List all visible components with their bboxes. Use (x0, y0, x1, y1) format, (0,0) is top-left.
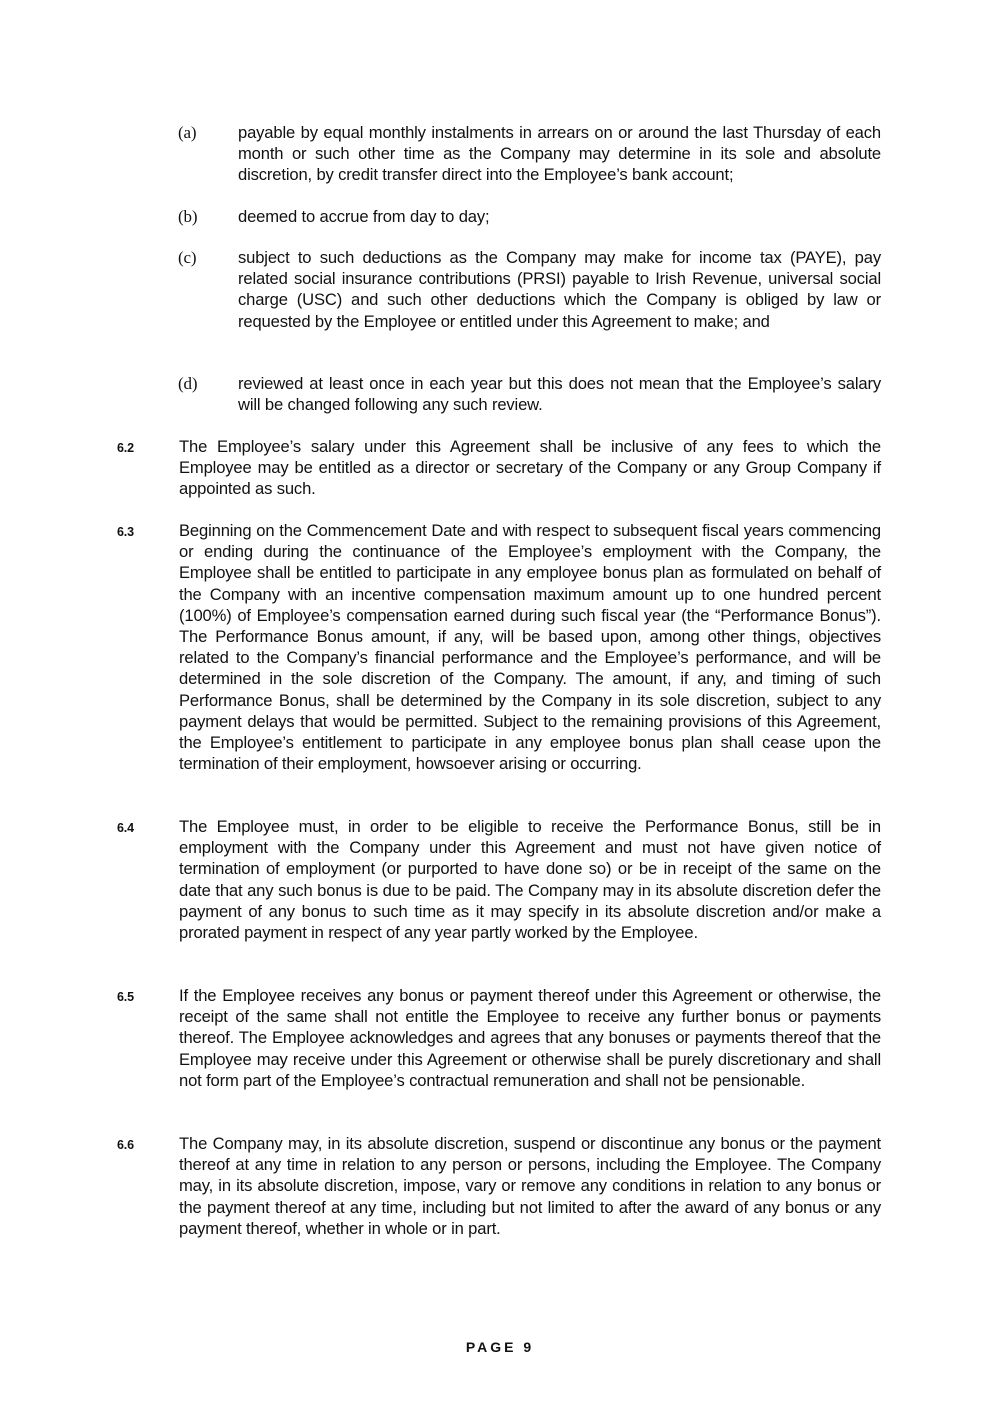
clause-text: If the Employee receives any bonus or payment thereof under this Agreement or otherwise, the receipt of the same shall not entitle the Employee to receive any further bonus or payments thereof. The Employee acknowledges and agrees that any bonuses or payments thereof that the Employee may receive under this Agreement or otherwise shall be purely discretionary and shall not form part of the Employee’s contractual remuneration and shall not be pensionable. (179, 986, 881, 1090)
subclause-label: (a) (178, 123, 197, 142)
clause-text: The Company may, in its absolute discretion, suspend or discontinue any bonus or the payment thereof at any time in relation to any person or persons, including the Employee. The Company may, in its absolute discretion, impose, vary or remove any conditions in relation to any bonus or the payment thereof at any time, including but not limited to after the award of any bonus or any payment thereof, whether in whole or in part. (179, 1134, 881, 1238)
subclause-text: deemed to accrue from day to day; (238, 207, 490, 226)
subclause-text: reviewed at least once in each year but this does not mean that the Employee’s salary will be changed following any such review. (238, 374, 881, 415)
clause-number: 6.3 (117, 525, 134, 539)
page-number: PAGE 9 (465, 1339, 535, 1355)
clause-text: Beginning on the Commencement Date and with respect to subsequent fiscal years commencing or ending during the continuance of the Employee’s employment with the Company, the Employee shall be entitled to participate in any employee bonus plan as formulated on behalf of the Company with an incentive compensation maximum amount up to one hundred percent (100%) of Employee’s compensation earned during such fiscal year (the “Performance Bonus”). The Performance Bonus amount, if any, will be based upon, among other things, objectives related to the Company’s financial performance and the Employee’s performance, and will be determined in the sole discretion of the Company. The amount, if any, and timing of such Performance Bonus, shall be determined by the Company in its sole discretion, subject to any payment delays that would be permitted. Subject to the remaining provisions of this Agreement, the Employee’s entitlement to participate in any employee bonus plan shall cease upon the termination of their employment, howsoever arising or occurring. (179, 521, 881, 774)
clause-number: 6.6 (117, 1138, 134, 1152)
clause-number: 6.2 (117, 441, 134, 455)
clause-number: 6.5 (117, 990, 134, 1004)
clause-text: The Employee’s salary under this Agreement shall be inclusive of any fees to which the Employee may be entitled as a director or secretary of the Company or any Group Company if appointed as such. (179, 437, 881, 499)
clause-number: 6.4 (117, 821, 134, 835)
subclause-label: (c) (178, 248, 197, 267)
subclause-text: subject to such deductions as the Company may make for income tax (PAYE), pay related social insurance contributions (PRSI) payable to Irish Revenue, universal social charge (USC) and such other deductions which the Company is obliged by law or requested by the Employee or entitled under this Agreement to make; and (238, 248, 881, 331)
clause-text: The Employee must, in order to be eligible to receive the Performance Bonus, still be in employment with the Company under this Agreement and must not have given notice of termination of employment (or purported to have done so) or be in receipt of the same on the date that any such bonus is due to be paid. The Company may in its absolute discretion defer the payment of any bonus to such time as it may specify in its absolute discretion and/or make a prorated payment in respect of any year partly worked by the Employee. (179, 817, 881, 943)
subclause-label: (d) (178, 374, 198, 393)
subclause-text: payable by equal monthly instalments in arrears on or around the last Thursday of each month or such other time as the Company may determine in its sole and absolute discretion, by credit transfer direct into the Employee’s bank account; (238, 123, 881, 185)
subclause-label: (b) (178, 207, 198, 226)
